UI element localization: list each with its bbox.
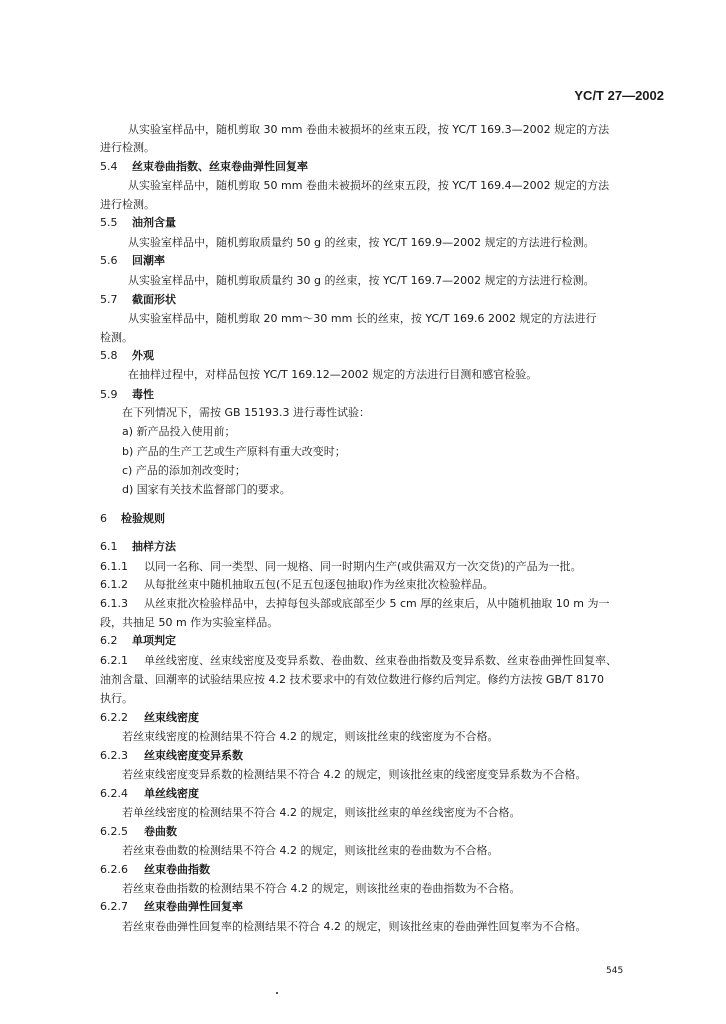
section-heading-6-2-6 [100, 863, 210, 877]
clause-text: 以同一名称、同一类型、同一规格、同一时期内生产(或供需双方一次交货)的产品为一批。 [144, 560, 582, 573]
section-number: 5.9 [100, 388, 118, 401]
paragraph-line: 检测。 [100, 331, 133, 344]
section-heading-5-7 [100, 293, 176, 307]
section-number: 6.2.4 [100, 787, 128, 800]
section-title: 外观 [132, 349, 154, 362]
section-number: 5.5 [100, 216, 118, 229]
section-title: 卷曲数 [144, 825, 177, 838]
section-heading-6 [100, 512, 165, 526]
section-title: 丝束卷曲指数、丝束卷曲弹性回复率 [132, 160, 308, 173]
section-number: 5.7 [100, 293, 118, 306]
section-title: 抽样方法 [132, 540, 176, 553]
section-number: 6.2.2 [100, 711, 128, 724]
list-item: a) 新产品投入使用前； [122, 425, 236, 438]
section-title: 油剂含量 [132, 216, 176, 229]
section-number: 6.2.3 [100, 749, 128, 762]
section-number: 6.1.2 [100, 578, 128, 591]
paragraph-line [100, 597, 609, 611]
paragraph-line: 进行检测。 [100, 141, 155, 154]
section-heading-6-2-5 [100, 825, 177, 839]
section-heading-6-2-2 [100, 711, 199, 725]
paragraph-line: 若单丝线密度的检测结果不符合 4.2 的规定，则该批丝束的单丝线密度为不合格。 [122, 806, 521, 819]
paragraph-line: 若丝束线密度的检测结果不符合 4.2 的规定，则该批丝束的线密度为不合格。 [122, 730, 499, 743]
section-heading-5-8 [100, 349, 154, 363]
section-number: 5.4 [100, 160, 118, 173]
section-number: 5.8 [100, 349, 118, 362]
paragraph-line [100, 560, 582, 574]
section-heading-6-1 [100, 540, 176, 554]
section-heading-5-5 [100, 216, 176, 230]
section-number: 5.6 [100, 254, 118, 267]
standard-code-header: YC/T 27—2002 [574, 88, 664, 103]
section-heading-5-6 [100, 254, 165, 268]
paragraph-line: 若丝束线密度变异系数的检测结果不符合 4.2 的规定，则该批丝束的线密度变异系数为不合格。 [122, 768, 587, 781]
list-item: c) 产品的添加剂改变时； [122, 464, 246, 477]
paragraph-line: 从实验室样品中，随机剪取 50 mm 卷曲未被损坏的丝束五段，按 YC/T 169.4—2002 规定的方法 [128, 179, 610, 192]
section-number: 6.2.5 [100, 825, 128, 838]
section-title: 截面形状 [132, 293, 176, 306]
page-number: 545 [606, 966, 624, 976]
clause-text: 从丝束批次检验样品中，去掉每包头部或底部至少 5 cm 厚的丝束后，从中随机抽取 10 m 为一 [144, 597, 610, 610]
paragraph-line: 若丝束卷曲弹性回复率的检测结果不符合 4.2 的规定，则该批丝束的卷曲弹性回复率为不合格。 [122, 920, 587, 933]
list-item: d) 国家有关技术监督部门的要求。 [122, 483, 291, 496]
clause-text: 从每批丝束中随机抽取五包(不足五包逐包抽取)作为丝束批次检验样品。 [144, 578, 494, 591]
section-number: 6 [100, 512, 107, 525]
section-title: 丝束线密度 [144, 711, 199, 724]
section-number: 6.2.1 [100, 654, 128, 667]
section-title: 丝束线密度变异系数 [144, 749, 243, 762]
paragraph-line: 若丝束卷曲指数的检测结果不符合 4.2 的规定，则该批丝束的卷曲指数为不合格。 [122, 882, 521, 895]
section-heading-6-2-4 [100, 787, 199, 801]
paragraph-line: 在抽样过程中，对样品包按 YC/T 169.12—2002 规定的方法进行目测和感官检验。 [128, 368, 538, 381]
section-heading-5-4 [100, 160, 308, 174]
paragraph-line: 从实验室样品中，随机剪取质量约 50 g 的丝束，按 YC/T 169.9—2002 规定的方法进行检测。 [128, 236, 595, 249]
paragraph-line: 从实验室样品中，随机剪取质量约 30 g 的丝束，按 YC/T 169.7—2002 规定的方法进行检测。 [128, 274, 595, 287]
section-title: 检验规则 [121, 512, 165, 525]
list-item: b) 产品的生产工艺或生产原料有重大改变时； [122, 445, 346, 458]
section-number: 6.1.3 [100, 597, 128, 610]
paragraph-line: 油剂含量、回潮率的试验结果应按 4.2 技术要求中的有效位数进行修约后判定。修约方法按 GB/T 8170 [100, 673, 604, 686]
paragraph-line: 在下列情况下，需按 GB 15193.3 进行毒性试验： [122, 406, 371, 419]
scan-speck [276, 992, 278, 994]
section-heading-6-2 [100, 634, 176, 648]
section-title: 丝束卷曲指数 [144, 863, 210, 876]
paragraph-line: 执行。 [100, 692, 133, 705]
paragraph-line: 进行检测。 [100, 198, 155, 211]
section-number: 6.2 [100, 634, 118, 647]
section-title: 回潮率 [132, 254, 165, 267]
clause-text: 单丝线密度、丝束线密度及变异系数、卷曲数、丝束卷曲指数及变异系数、丝束卷曲弹性回复率、 [144, 654, 617, 667]
paragraph-line: 段，共抽足 50 m 作为实验室样品。 [100, 616, 279, 629]
section-title: 单项判定 [132, 634, 176, 647]
section-number: 6.2.6 [100, 863, 128, 876]
paragraph-line: 从实验室样品中，随机剪取 20 mm～30 mm 长的丝束，按 YC/T 169.6 2002 规定的方法进行 [128, 312, 597, 325]
section-heading-5-9 [100, 388, 154, 402]
section-heading-6-2-3 [100, 749, 243, 763]
section-number: 6.2.7 [100, 900, 128, 913]
section-number: 6.1 [100, 540, 118, 553]
paragraph-line [100, 654, 617, 668]
section-title: 单丝线密度 [144, 787, 199, 800]
paragraph-line: 从实验室样品中，随机剪取 30 mm 卷曲未被损坏的丝束五段，按 YC/T 169.3—2002 规定的方法 [128, 123, 610, 136]
paragraph-line [100, 578, 494, 592]
paragraph-line: 若丝束卷曲数的检测结果不符合 4.2 的规定，则该批丝束的卷曲数为不合格。 [122, 844, 499, 857]
section-number: 6.1.1 [100, 560, 128, 573]
section-title: 毒性 [132, 388, 154, 401]
section-heading-6-2-7 [100, 900, 243, 914]
section-title: 丝束卷曲弹性回复率 [144, 900, 243, 913]
